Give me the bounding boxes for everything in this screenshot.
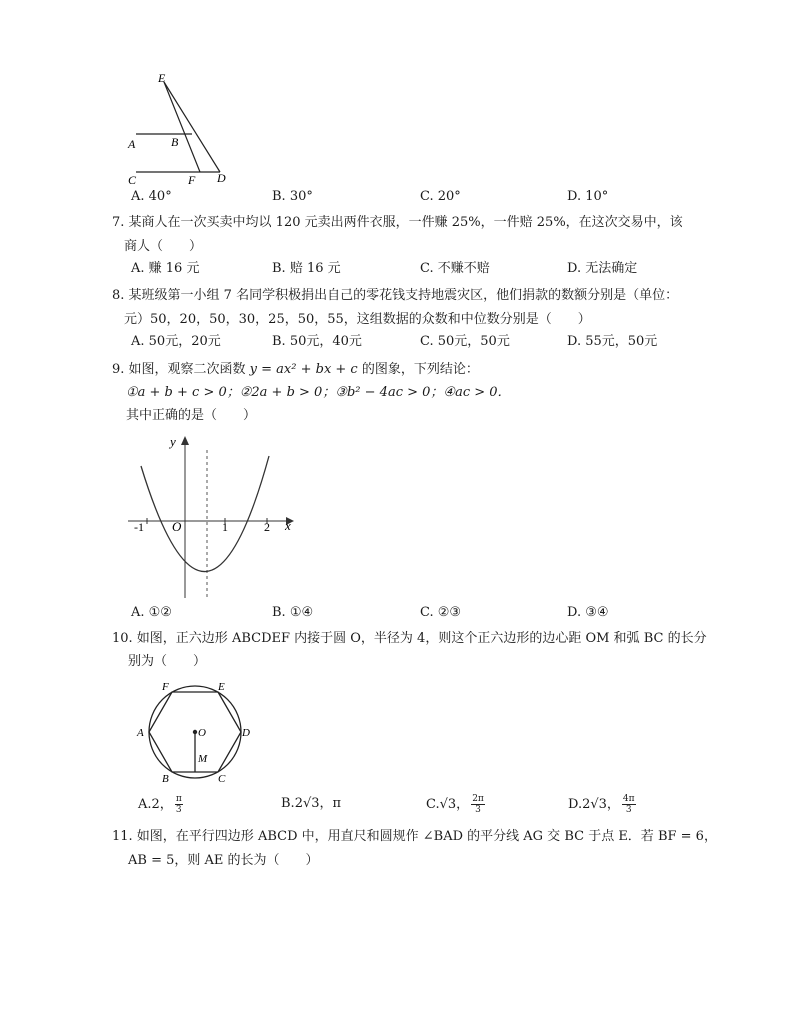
q7-option-d[interactable]: D. 无法确定 <box>567 261 638 276</box>
q6-label-a: A <box>128 137 136 151</box>
q10-label-o: O <box>198 727 206 739</box>
q6-option-b[interactable]: B. 30° <box>272 189 313 204</box>
q6-option-d[interactable]: D. 10° <box>567 189 609 204</box>
q7-option-a[interactable]: A. 赚 16 元 <box>131 261 200 276</box>
q9-label-y: y <box>170 434 176 449</box>
q10-label-f: F <box>162 681 169 693</box>
q10-option-a-den: 3 <box>175 805 182 815</box>
q9-stem-prefix: 9. 如图，观察二次函数 <box>112 362 250 377</box>
q10-option-b-letter: B. <box>281 796 295 811</box>
q11-stem-line2: AB = 5，则 AE 的长为（ ） <box>128 853 319 868</box>
q9-label-x: x <box>285 518 291 533</box>
q10-option-d-main: 2√3， <box>582 796 620 812</box>
q10-option-a-fraction <box>175 794 183 815</box>
q9-option-c[interactable]: C. ②③ <box>420 605 462 620</box>
q10-label-a: A <box>137 727 144 739</box>
q10-label-b: B <box>162 773 169 785</box>
q10-option-a-letter: A. <box>138 796 152 812</box>
q9-label-2: 2 <box>264 520 270 534</box>
q7-stem-line1: 7. 某商人在一次买卖中均以 120 元卖出两件衣服，一件赚 25%，一件赔 25%，在这次交易中，该 <box>112 215 683 230</box>
q10-stem-line1: 10. 如图，正六边形 ABCDEF 内接于圆 O，半径为 4，则这个正六边形的边心距 OM 和弧 BC 的长分 <box>112 631 707 646</box>
q10-option-d-fraction <box>622 794 636 815</box>
q10-option-c-num: 2π <box>472 794 484 804</box>
q9-function: y = ax² + bx + c <box>249 362 358 377</box>
q10-center-dot <box>193 730 197 734</box>
q10-option-d-den: 3 <box>625 805 632 815</box>
q9-y-axis-arrow <box>181 436 189 445</box>
q10-hexagon-figure <box>134 678 254 786</box>
q6-label-f: F <box>188 173 196 187</box>
q9-option-d[interactable]: D. ③④ <box>567 605 609 620</box>
q6-line-ef <box>164 82 200 172</box>
q10-label-m: M <box>198 753 208 765</box>
q9-conclusions: ①a + b + c > 0；②2a + b > 0；③b² − 4ac > 0；④ac > 0． <box>126 385 511 400</box>
q6-label-e: E <box>158 71 166 85</box>
q10-label-e: E <box>218 681 225 693</box>
q6-figure <box>120 70 240 188</box>
q10-option-a-main: 2， <box>151 796 173 812</box>
q10-option-a-num: π <box>175 794 182 804</box>
q9-stem-line1 <box>112 359 479 381</box>
q10-label-c: C <box>218 773 226 785</box>
q10-option-d[interactable] <box>568 794 636 815</box>
q10-option-c-fraction <box>471 794 485 815</box>
q7-option-b[interactable]: B. 赔 16 元 <box>272 261 341 276</box>
q8-stem-line1: 8. 某班级第一小组 7 名同学积极捐出自己的零花钱支持地震灾区，他们捐款的数额分别是（单位： <box>112 288 679 303</box>
q9-label-1: 1 <box>222 520 228 534</box>
q8-option-a[interactable]: A. 50元，20元 <box>131 334 221 349</box>
q10-option-c-main: √3， <box>439 796 470 812</box>
q7-option-c[interactable]: C. 不赚不赔 <box>420 261 490 276</box>
q6-label-c: C <box>128 173 137 187</box>
q10-option-c-letter: C. <box>426 796 440 812</box>
q6-line-ed <box>164 82 220 172</box>
q10-stem-line2: 别为（ ） <box>128 654 207 669</box>
q10-option-d-letter: D. <box>568 796 583 812</box>
q10-option-a[interactable] <box>138 794 183 815</box>
q10-option-d-num: 4π <box>622 794 635 804</box>
q8-option-c[interactable]: C. 50元，50元 <box>420 334 510 349</box>
q6-option-a[interactable]: A. 40° <box>131 189 172 204</box>
q6-label-b: B <box>171 135 179 149</box>
q8-option-b[interactable]: B. 50元，40元 <box>272 334 362 349</box>
q6-label-d: D <box>217 171 226 185</box>
q9-option-a[interactable]: A. ①② <box>131 605 172 620</box>
q10-option-b[interactable] <box>281 794 341 814</box>
q7-stem-line2: 商人（ ） <box>124 239 203 254</box>
q6-option-c[interactable]: C. 20° <box>420 189 461 204</box>
q9-label-neg1: -1 <box>134 520 144 534</box>
q9-stem-line3: 其中正确的是（ ） <box>126 408 257 423</box>
q9-label-origin: O <box>172 519 182 534</box>
q10-option-c-den: 3 <box>475 805 481 815</box>
q9-parabola-curve <box>141 456 269 572</box>
q9-parabola-graph <box>124 428 304 600</box>
q8-option-d[interactable]: D. 55元，50元 <box>567 334 658 349</box>
q11-stem-line1: 11. 如图，在平行四边形 ABCD 中，用直尺和圆规作 ∠BAD 的平分线 AG 交 BC 于点 E．若 BF = 6， <box>112 829 717 844</box>
q10-label-d: D <box>242 727 250 739</box>
q9-option-b[interactable]: B. ①④ <box>272 605 314 620</box>
q8-stem-line2: 元）50，20，50，30，25，50，55，这组数据的众数和中位数分别是（ ） <box>124 312 591 327</box>
q10-option-b-main: 2√3，π <box>294 796 342 811</box>
q9-stem-suffix: 的图象，下列结论： <box>357 362 479 377</box>
q10-option-c[interactable] <box>426 794 485 815</box>
